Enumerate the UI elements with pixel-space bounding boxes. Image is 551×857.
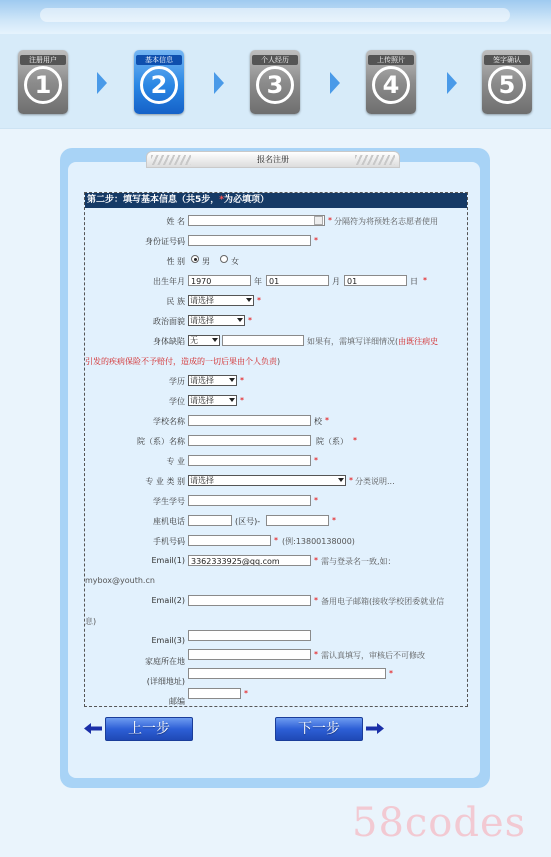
required-star: * <box>244 689 248 698</box>
disability-warning-text: 引发的疾病保险不予赔付，造成的一切后果由个人负责 <box>85 357 277 366</box>
step-number: 1 <box>24 66 62 104</box>
address-input[interactable] <box>188 668 386 679</box>
department-label: 院（系）名称 <box>137 437 185 446</box>
arrow-left-icon <box>84 723 102 734</box>
required-star: * <box>423 276 427 285</box>
home-label: 家庭所在地 <box>145 657 185 666</box>
step-number: 3 <box>256 66 294 104</box>
political-select[interactable] <box>188 315 245 326</box>
disability-warning-line <box>85 356 280 367</box>
step-2 <box>134 50 184 114</box>
id-number-label: 身份证号码 <box>145 237 185 246</box>
required-star: * <box>314 236 318 245</box>
disability-label: 身体缺陷 <box>153 337 185 346</box>
step-label: 注册用户 <box>20 55 66 65</box>
step-number: 4 <box>372 66 410 104</box>
name-picker-icon[interactable] <box>314 216 323 225</box>
student-id-label: 学生学号 <box>153 497 185 506</box>
form-title-text: 为必填项） <box>223 195 269 205</box>
email3-label: Email(3) <box>151 636 185 645</box>
phone-label: 座机电话 <box>153 517 185 526</box>
mobile-input[interactable] <box>188 535 271 546</box>
birth-year-unit: 年 <box>254 277 262 286</box>
chevron-right-icon <box>445 72 457 94</box>
school-label: 学校名称 <box>153 417 185 426</box>
home-hint: 需认真填写，审核后不可修改 <box>321 651 425 660</box>
phone-number-input[interactable] <box>266 515 329 526</box>
required-star: * <box>240 376 244 385</box>
step-1 <box>18 50 68 114</box>
chevron-down-icon <box>246 298 252 302</box>
required-star: * <box>274 536 278 545</box>
required-star: * <box>325 416 329 425</box>
panel-title: 报名注册 <box>257 155 289 164</box>
disability-select[interactable] <box>188 335 220 346</box>
step-label: 上传照片 <box>368 55 414 65</box>
major-category-label: 专 业 类 别 <box>145 477 185 486</box>
chevron-down-icon <box>338 478 344 482</box>
department-suffix: 院（系） <box>316 437 348 446</box>
step-4 <box>366 50 416 114</box>
required-star: * <box>314 650 318 659</box>
disability-warning: 由既往病史 <box>398 337 439 346</box>
step-label: 签字确认 <box>484 55 530 65</box>
panel-tab <box>146 151 400 168</box>
degree-select[interactable] <box>188 395 237 406</box>
chevron-right-icon <box>328 72 340 94</box>
degree-label: 学位 <box>169 397 185 406</box>
required-star: * <box>314 496 318 505</box>
education-label: 学历 <box>169 377 185 386</box>
sky-decoration <box>0 0 551 34</box>
email1-hint: 需与登录名一致,如： <box>321 557 396 566</box>
email1-example: mybox@youth.cn <box>85 576 155 585</box>
chevron-down-icon <box>229 378 235 382</box>
mobile-hint: (例:13800138000) <box>282 537 355 546</box>
birth-day-input[interactable]: 01 <box>344 275 407 286</box>
required-star: * <box>240 396 244 405</box>
watermark: 58codes <box>352 800 527 846</box>
gender-female-label: 女 <box>231 257 239 266</box>
chevron-down-icon <box>237 318 243 322</box>
required-star: * <box>332 516 336 525</box>
required-star: * <box>314 456 318 465</box>
name-input[interactable] <box>188 215 325 226</box>
education-select-value: 请选择 <box>190 376 214 385</box>
birth-day-unit: 日 <box>410 277 418 286</box>
email2-hint-tail: 息) <box>85 617 97 626</box>
gender-female-radio[interactable] <box>220 255 228 263</box>
form-title <box>85 193 467 208</box>
required-star: * <box>219 195 224 205</box>
phone-area-label: (区号)- <box>235 517 261 526</box>
required-star: * <box>257 296 261 305</box>
basic-info-form <box>84 192 468 707</box>
step-number: 5 <box>488 66 526 104</box>
major-category-select-value: 请选择 <box>190 476 214 485</box>
step-label: 个人经历 <box>252 55 298 65</box>
email1-label: Email(1) <box>151 556 185 565</box>
major-category-help-link[interactable]: 分类说明... <box>355 477 395 486</box>
email2-hint: 备用电子邮箱(接收学校团委就业信 <box>321 597 445 606</box>
political-select-value: 请选择 <box>190 316 214 325</box>
disability-hint-close: ) <box>277 357 281 366</box>
prev-step-button[interactable]: 上一步 <box>105 717 193 741</box>
major-category-select[interactable] <box>188 475 346 486</box>
disability-hint-text: 如果有，需填写详细情况( <box>307 337 399 346</box>
email3-input[interactable] <box>188 630 311 641</box>
gender-male-label: 男 <box>202 257 210 266</box>
gender-male-radio[interactable] <box>191 255 199 263</box>
nation-label: 民 族 <box>166 297 185 306</box>
chevron-down-icon <box>229 398 235 402</box>
step-5 <box>482 50 532 114</box>
degree-select-value: 请选择 <box>190 396 214 405</box>
home-input[interactable] <box>188 649 311 660</box>
nation-select-value: 请选择 <box>190 296 214 305</box>
step-number: 2 <box>140 66 178 104</box>
mobile-label: 手机号码 <box>153 537 185 546</box>
required-star: * <box>314 556 318 565</box>
id-number-input[interactable] <box>188 235 311 246</box>
email2-input[interactable] <box>188 595 311 606</box>
education-select[interactable] <box>188 375 237 386</box>
department-input[interactable] <box>188 435 311 446</box>
email2-label: Email(2) <box>151 596 185 605</box>
major-input[interactable] <box>188 455 311 466</box>
email1-input[interactable]: 3362333925@qq.com <box>188 555 311 566</box>
disability-select-value: 无 <box>190 336 198 345</box>
gender-label: 性 别 <box>166 257 185 266</box>
name-label: 姓 名 <box>166 217 185 226</box>
form-title-text: 第二步：填写基本信息（共5步， <box>87 195 220 205</box>
disability-detail-input[interactable] <box>222 335 304 346</box>
arrow-right-icon <box>366 723 384 734</box>
chevron-right-icon <box>212 72 224 94</box>
birth-month-input[interactable]: 01 <box>266 275 329 286</box>
disability-hint <box>307 336 438 347</box>
birth-year-input[interactable]: 1970 <box>188 275 251 286</box>
required-star: * <box>349 476 353 485</box>
required-star: * <box>328 216 332 225</box>
address-label: (详细地址) <box>146 677 185 686</box>
nation-select[interactable] <box>188 295 254 306</box>
required-star: * <box>353 436 357 445</box>
required-star: * <box>389 669 393 678</box>
political-label: 政治面貌 <box>153 317 185 326</box>
step-3 <box>250 50 300 114</box>
step-label: 基本信息 <box>136 55 182 65</box>
required-star: * <box>248 316 252 325</box>
birth-month-unit: 月 <box>332 277 340 286</box>
postcode-label: 邮编 <box>169 697 185 706</box>
school-suffix: 校 <box>314 417 322 426</box>
major-label: 专 业 <box>166 457 185 466</box>
chevron-down-icon <box>212 338 218 342</box>
name-hint: 分隔符为将预姓名志愿者使用 <box>334 217 438 226</box>
postcode-input[interactable] <box>188 688 241 699</box>
birth-label: 出生年月 <box>153 277 185 286</box>
phone-area-input[interactable] <box>188 515 232 526</box>
chevron-right-icon <box>95 72 107 94</box>
required-star: * <box>314 596 318 605</box>
student-id-input[interactable] <box>188 495 311 506</box>
school-input[interactable] <box>188 415 311 426</box>
next-step-button[interactable]: 下一步 <box>275 717 363 741</box>
